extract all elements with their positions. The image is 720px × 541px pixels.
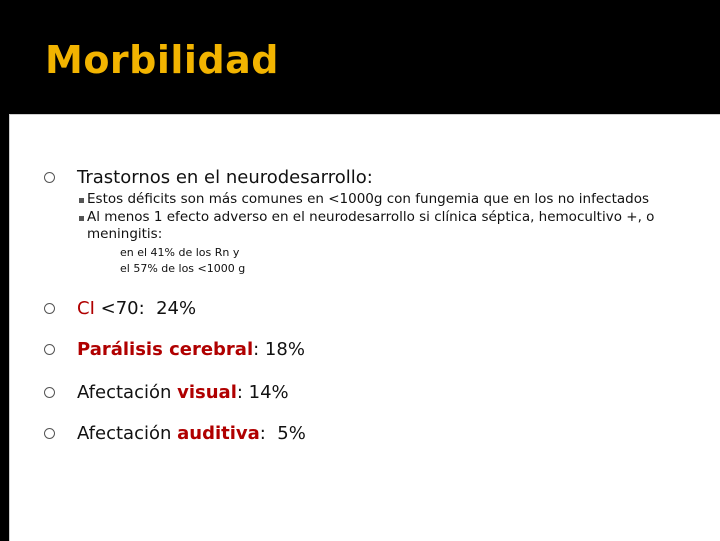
bullet-highlight: Parálisis cerebral [77, 339, 254, 360]
bullet-ring-icon [44, 303, 55, 314]
bullet-ring-icon [44, 387, 55, 398]
bullet-ring-icon [44, 344, 55, 355]
square-bullet-icon [79, 198, 84, 203]
bullet-highlight: visual [177, 382, 237, 403]
slide-title: Morbilidad [45, 38, 279, 82]
bullet-visual [44, 382, 289, 403]
bullet-text: Afectación [77, 423, 178, 444]
sub-bullet-text: Estos déficits son más comunes en <1000g con fungemia que en los no infectados [87, 191, 650, 207]
bullet-ring-icon [44, 428, 55, 439]
bullet-text: : 14% [236, 382, 289, 403]
bullet-text: <70: 24% [94, 298, 197, 319]
square-bullet-icon [79, 216, 84, 221]
bullet-text: : 5% [259, 423, 306, 444]
bullet-highlight: auditiva [177, 423, 260, 444]
sub-bullet-text: Al menos 1 efecto adverso en el neurodesarrollo si clínica séptica, hemocultivo +, o [87, 209, 655, 225]
detail-text: en el 41% de los Rn y [120, 246, 240, 259]
bullet-ci [44, 298, 196, 319]
bullet-text: : 18% [253, 339, 305, 360]
bullet-ring-icon [44, 172, 55, 183]
sub-bullet-text-continued: meningitis: [87, 226, 163, 242]
detail-text: el 57% de los <1000 g [120, 262, 246, 275]
bullet-cerebral-palsy [44, 339, 305, 360]
bullet-neurodevelopment [44, 167, 373, 188]
bullet-auditory [44, 423, 306, 444]
title-bar [0, 0, 720, 112]
bullet-text: Trastornos en el neurodesarrollo: [77, 167, 373, 188]
bullet-highlight: CI [77, 298, 95, 319]
bullet-text: Afectación [77, 382, 178, 403]
